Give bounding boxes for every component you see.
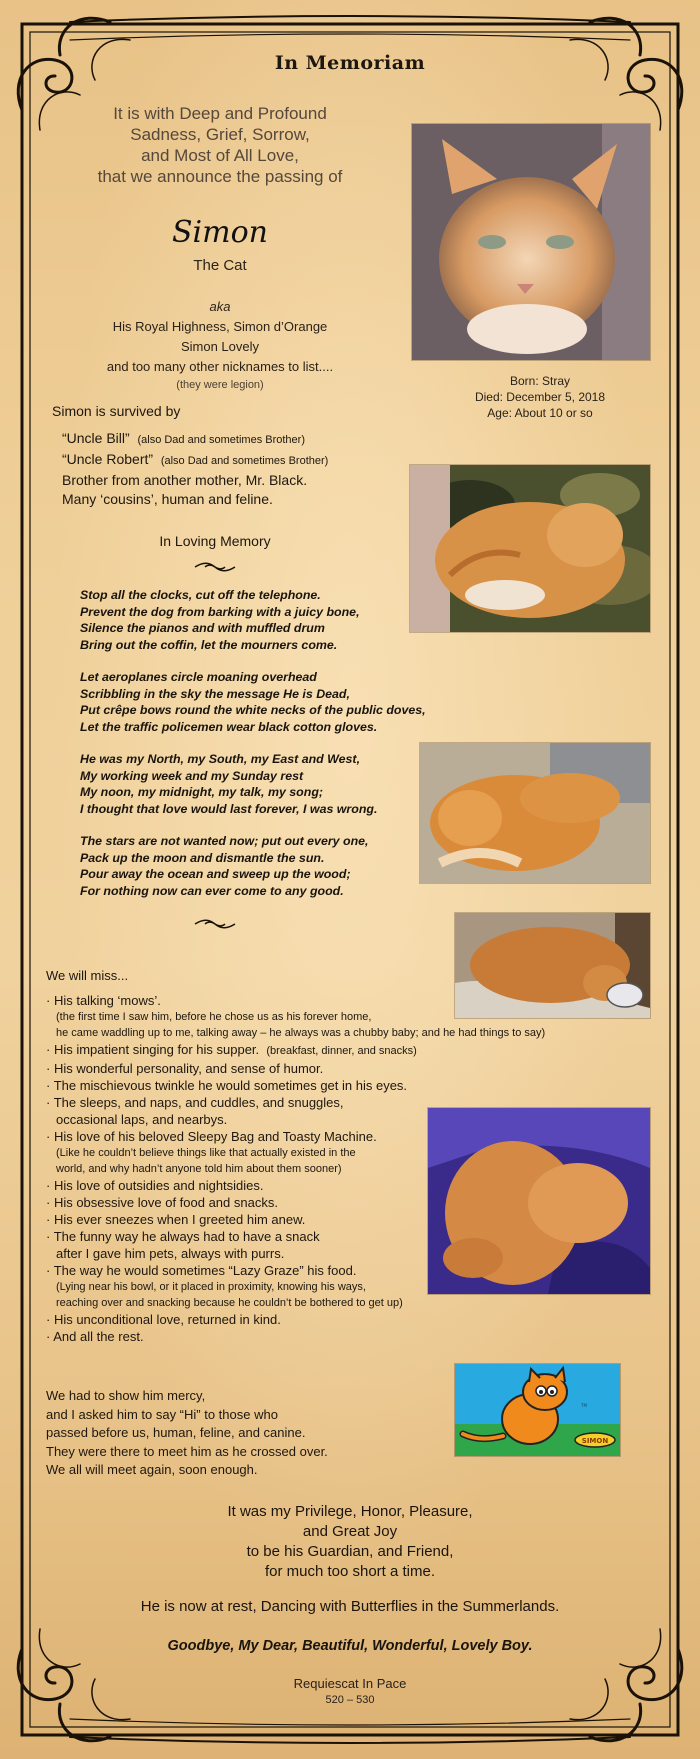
intro-line: that we announce the passing of	[97, 167, 343, 186]
intro-text	[60, 103, 380, 187]
at-rest-text: He is now at rest, Dancing with Butterflies in the Summerlands.	[140, 1598, 560, 1615]
page-title: In Memoriam	[274, 52, 426, 74]
miss-item: · The sleeps, and naps, and cuddles, and snuggles,	[46, 1095, 344, 1110]
intro-line: It is with Deep and Profound	[113, 104, 327, 123]
closing-line: for much too short a time.	[264, 1563, 436, 1580]
poem-line: He was my North, my South, my East and West,	[80, 752, 361, 766]
born-text: Born: Stray	[509, 374, 571, 388]
flourish-divider-icon	[193, 561, 237, 573]
mercy-line: and I asked him to say “Hi” to those who	[46, 1406, 278, 1422]
simons-cat-cartoon	[455, 1364, 620, 1456]
mercy-line: They were there to meet him as he crossed over.	[46, 1443, 328, 1459]
poem-block	[80, 587, 460, 915]
miss-item: · The funny way he always had to have a snack	[46, 1229, 320, 1244]
closing-block	[0, 1502, 700, 1582]
miss-item: · His obsessive love of food and snacks.	[46, 1195, 278, 1210]
poem-line: Silence the pianos and with muffled drum	[80, 621, 325, 635]
miss-item: · His unconditional love, returned in kind.	[46, 1312, 281, 1327]
died-text: Died: December 5, 2018	[474, 390, 606, 404]
intro-line: and Most of All Love,	[141, 146, 299, 165]
sprawled-carpet-photo	[420, 743, 650, 883]
survivor-item: Many ‘cousins’, human and feline.	[62, 491, 273, 507]
mercy-line: passed before us, human, feline, and canine.	[46, 1425, 306, 1440]
poem-stanza	[80, 751, 460, 817]
purple-blanket-photo	[428, 1108, 650, 1294]
miss-item-text: · His impatient singing for his supper.	[46, 1042, 260, 1057]
poem-line: For nothing now can ever come to any good.	[80, 883, 344, 898]
miss-item: · His wonderful personality, and sense of humor.	[46, 1061, 324, 1076]
intro-line: Sadness, Grief, Sorrow,	[130, 125, 310, 144]
miss-note: he came waddling up to me, talking away – he always was a chubby baby; and he had things to say)	[56, 1027, 546, 1039]
goodbye-text: Goodbye, My Dear, Beautiful, Wonderful, Lovely Boy.	[167, 1638, 533, 1654]
miss-item: · His love of outsidies and nightsidies.	[46, 1178, 264, 1193]
miss-note: (breakfast, dinner, and snacks)	[266, 1045, 417, 1057]
poem-line: Put crêpe bows round the white necks of the public doves,	[80, 703, 426, 717]
survivor-name: “Uncle Robert”	[62, 451, 154, 467]
poem-line: The stars are not wanted now; put out every one,	[80, 834, 369, 848]
flourish-divider-icon	[193, 918, 237, 930]
poem-line: Prevent the dog from barking with a juicy bone,	[80, 604, 360, 619]
survivor-item	[52, 429, 392, 450]
aliases-block	[70, 297, 370, 393]
miss-note: world, and why hadn’t anyone told him about them sooner)	[56, 1163, 342, 1175]
vitals-block	[440, 373, 640, 421]
alias-item: Simon Lovely	[180, 339, 260, 354]
poem-line: Let aeroplanes circle moaning overhead	[80, 670, 317, 684]
miss-item: · And all the rest.	[46, 1329, 144, 1344]
poem-line: Scribbling in the sky the message He is Dead,	[80, 686, 350, 701]
memory-title: In Loving Memory	[159, 533, 271, 549]
portrait-photo	[412, 124, 650, 360]
miss-item: · The mischievous twinkle he would sometimes get in his eyes.	[46, 1078, 408, 1093]
survivor-item	[52, 450, 392, 471]
survivor-item: Brother from another mother, Mr. Black.	[62, 472, 308, 488]
bowl-label: SIMON	[581, 1437, 609, 1445]
aliases-note: (they were legion)	[176, 379, 264, 391]
aka-label: aka	[209, 299, 231, 314]
miss-item: · His ever sneezes when I greeted him anew.	[46, 1212, 306, 1227]
miss-item: · His talking ‘mows’.	[46, 993, 161, 1008]
closing-line: and Great Joy	[302, 1523, 398, 1540]
survivor-note: (also Dad and sometimes Brother)	[137, 434, 305, 446]
miss-note: (the first time I saw him, before he chose us as his forever home,	[56, 1011, 372, 1023]
survivor-note: (also Dad and sometimes Brother)	[160, 455, 329, 467]
miss-note: (Like he couldn’t believe things like that actually existed in the	[56, 1147, 356, 1159]
mercy-line: We all will meet again, soon enough.	[46, 1462, 258, 1477]
requiescat-text: Requiescat In Pace	[293, 1676, 407, 1691]
survived-heading: Simon is survived by	[52, 403, 181, 419]
poem-stanza	[80, 587, 460, 653]
survived-block	[52, 402, 392, 509]
poem-line: Pour away the ocean and sweep up the wood;	[80, 867, 351, 881]
cat-subtitle: The Cat	[193, 257, 247, 274]
mercy-line: We had to show him mercy,	[46, 1388, 206, 1403]
miss-item: · His love of his beloved Sleepy Bag and Toasty Machine.	[46, 1129, 377, 1144]
poem-line: I thought that love would last forever, I was wrong.	[80, 801, 378, 816]
poem-stanza	[80, 669, 460, 735]
miss-item: · The way he would sometimes “Lazy Graze” his food.	[46, 1263, 357, 1278]
years-text: 520 – 530	[325, 1694, 375, 1706]
alias-item: and too many other nicknames to list....	[106, 359, 334, 374]
poem-line: My noon, my midnight, my talk, my song;	[80, 785, 324, 799]
miss-item	[46, 1041, 646, 1060]
poem-line: Bring out the coffin, let the mourners come.	[80, 637, 338, 652]
miss-note: (Lying near his bowl, or it placed in proximity, knowing his ways,	[56, 1281, 366, 1293]
requiescat-block	[0, 1675, 700, 1709]
closing-line: to be his Guardian, and Friend,	[246, 1543, 454, 1560]
poem-line: My working week and my Sunday rest	[80, 768, 304, 783]
cat-name: Simon	[172, 215, 268, 250]
poem-line: Pack up the moon and dismantle the sun.	[80, 850, 325, 865]
miss-note: reaching over and snacking because he couldn’t be bothered to get up)	[56, 1297, 403, 1309]
miss-heading: We will miss...	[46, 968, 129, 983]
miss-item-cont: occasional laps, and nearbys.	[56, 1112, 228, 1127]
alias-item: His Royal Highness, Simon d’Orange	[112, 319, 328, 334]
mercy-block	[46, 1387, 406, 1480]
poem-stanza	[80, 833, 460, 899]
closing-line: It was my Privilege, Honor, Pleasure,	[227, 1503, 473, 1520]
poem-line: Let the traffic policemen wear black cotton gloves.	[80, 719, 378, 734]
age-text: Age: About 10 or so	[487, 406, 593, 420]
miss-item-cont: after I gave him pets, always with purrs.	[56, 1246, 285, 1261]
survivor-name: “Uncle Bill”	[62, 430, 130, 446]
trademark-label: TM	[581, 1403, 587, 1408]
poem-line: Stop all the clocks, cut off the telephone.	[80, 588, 321, 602]
